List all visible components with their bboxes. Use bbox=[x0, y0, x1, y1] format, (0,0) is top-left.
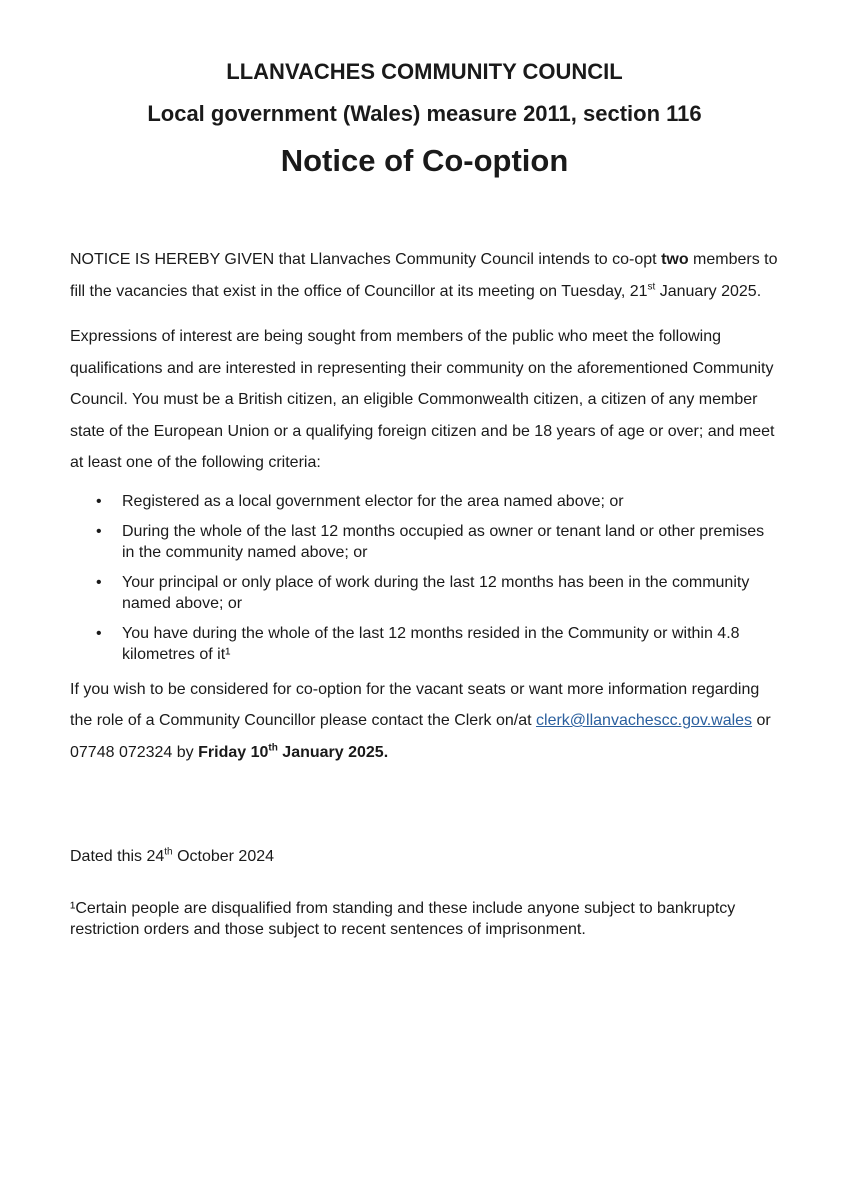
clerk-email-link[interactable]: clerk@llanvachescc.gov.wales bbox=[536, 712, 753, 729]
criteria-text: During the whole of the last 12 months occupied as owner or tenant land or other premises in the community named above; or bbox=[122, 522, 765, 561]
notice-paragraph-contact bbox=[70, 674, 779, 769]
footnote: ¹Certain people are disqualified from standing and these include anyone subject to bankruptcy restriction orders and those subject to recent sentences of imprisonment. bbox=[70, 900, 736, 938]
council-name-heading: LLANVACHES COMMUNITY COUNCIL bbox=[226, 59, 623, 84]
notice-title: Notice of Co-option bbox=[280, 143, 569, 178]
dated-line bbox=[70, 846, 779, 867]
contact-text-b: or 07748 072324 by bbox=[70, 712, 771, 761]
dated-prefix: Dated this 24 bbox=[70, 848, 165, 865]
bullet-icon: • bbox=[96, 624, 102, 642]
notice-paragraph-intro bbox=[70, 244, 779, 307]
criteria-list bbox=[70, 491, 779, 665]
dated-text: October 2024 bbox=[172, 848, 275, 865]
legislation-heading: Local government (Wales) measure 2011, section 116 bbox=[147, 101, 702, 126]
dated-suffix: th bbox=[164, 846, 173, 858]
intro-text-a: NOTICE IS HEREBY GIVEN that Llanvaches Community Council intends to co-opt bbox=[70, 251, 662, 268]
criteria-text: You have during the whole of the last 12 months resided in the Community or within 4.8 kilometres of it¹ bbox=[122, 624, 740, 663]
criteria-item bbox=[70, 572, 779, 614]
deadline-date bbox=[198, 744, 388, 761]
deadline-text-b: January 2025. bbox=[277, 743, 389, 761]
criteria-item bbox=[70, 521, 779, 563]
deadline-suffix: th bbox=[268, 742, 278, 754]
bullet-icon: • bbox=[96, 573, 102, 591]
deadline-text-a: Friday 10 bbox=[198, 743, 269, 761]
intro-text-b: members to fill the vacancies that exist in the office of Councillor at its meeting on Tuesday, 21 bbox=[70, 251, 778, 300]
bullet-icon: • bbox=[96, 522, 102, 540]
notice-paragraph-qualifications: Expressions of interest are being sought from members of the public who meet the following qualifications and are interested in representing their community on the aforementioned Community Council. You must be a British citizen, an eligible Commonwealth citizen, a citizen of any member state of the European Union or a qualifying foreign citizen and be 18 years of age or over; and meet at least one of the following criteria: bbox=[70, 328, 775, 471]
contact-text-a: If you wish to be considered for co-option for the vacant seats or want more information regarding the role of a Community Councillor please contact the Clerk on/at bbox=[70, 680, 760, 729]
bullet-icon: • bbox=[96, 492, 102, 510]
intro-date-suffix: st bbox=[647, 281, 656, 293]
criteria-item bbox=[70, 491, 779, 512]
criteria-text: Registered as a local government elector for the area named above; or bbox=[122, 492, 624, 510]
criteria-text: Your principal or only place of work during the last 12 months has been in the community named above; or bbox=[122, 573, 750, 612]
intro-text-c: January 2025. bbox=[655, 282, 762, 300]
intro-bold-count: two bbox=[661, 251, 689, 268]
criteria-item bbox=[70, 623, 779, 665]
